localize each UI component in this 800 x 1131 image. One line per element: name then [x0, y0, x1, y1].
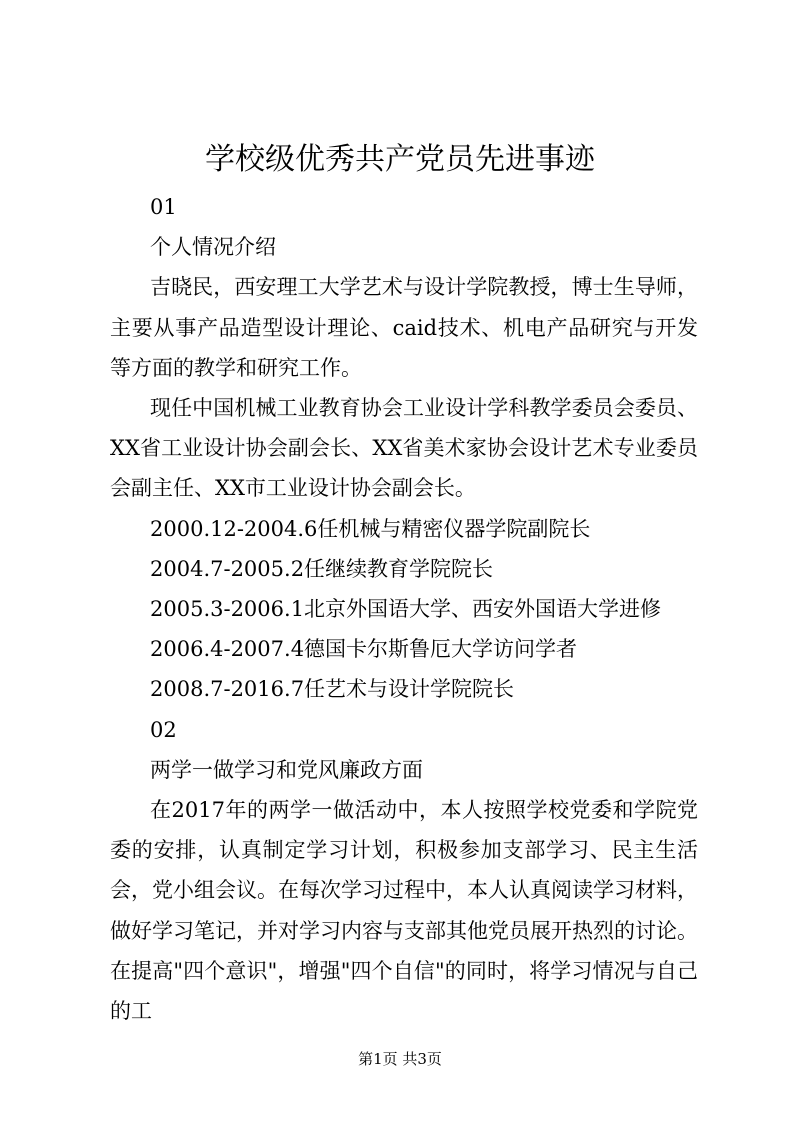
section-heading: 两学一做学习和党风廉政方面: [150, 757, 423, 782]
body-paragraph: 在2017年的两学一做活动中，本人按照学校党委和学院党委的安排，认真制定学习计划，积极参加支部学习、民主生活会，党小组会议。在每次学习过程中，本人认真阅读学习材料，做好学习笔记，并对学习内容与支部其他党员展开热烈的讨论。在提高"四个意识"，增强"四个自信"的同时，将学习情况与自己的工: [110, 798, 698, 1024]
body-paragraph: 吉晓民，西安理工大学艺术与设计学院教授，博士生导师，主要从事产品造型设计理论、caid技术、机电产品研究与开发等方面的教学和研究工作。: [110, 275, 698, 380]
career-entry: 2004.7-2005.2任继续教育学院院长: [150, 556, 494, 581]
body-paragraph: 现任中国机械工业教育协会工业设计学科教学委员会委员、XX省工业设计协会副会长、XX省美术家协会设计艺术专业委员会副主任、XX市工业设计协会副会长。: [110, 396, 698, 501]
career-entry: 2008.7-2016.7任艺术与设计学院院长: [150, 677, 515, 702]
section-number: 02: [150, 717, 177, 742]
document-body: [110, 187, 698, 1031]
section-heading: 个人情况介绍: [150, 235, 276, 260]
section-number: 01: [150, 195, 177, 219]
career-entry: 2005.3-2006.1北京外国语大学、西安外国语大学进修: [150, 597, 662, 622]
career-entry: 2006.4-2007.4德国卡尔斯鲁厄大学访问学者: [150, 637, 578, 662]
document-title: 学校级优秀共产党员先进事迹: [205, 142, 595, 177]
page-footer: 第1页 共3页: [358, 1050, 442, 1068]
career-entry: 2000.12-2004.6任机械与精密仪器学院副院长: [150, 516, 591, 541]
